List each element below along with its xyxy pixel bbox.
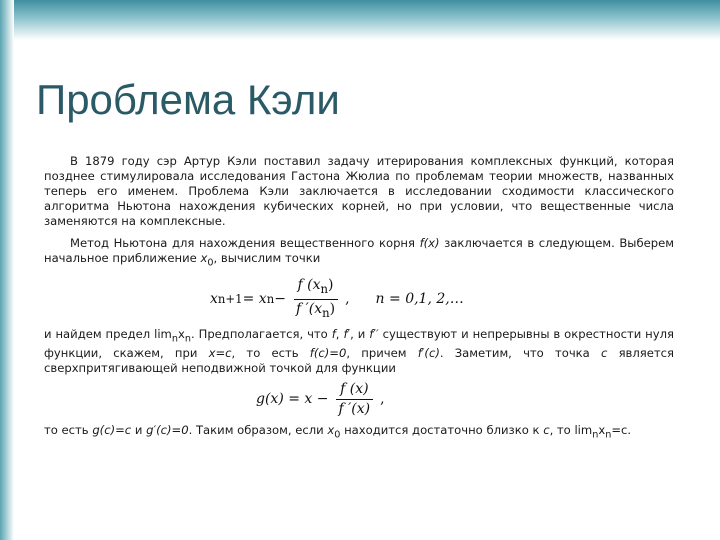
newton-iteration-formula: x n+1 = x n − $\frac{f (x_n)}{f '(x_n)}$ , n = 0,1, 2,… [210, 277, 464, 320]
paragraph-limit-conditions: и найдем предел $\lim_nx_n$. Предполагается, что f, f′, и f′′ существуют и непрерывны в окрестности нуля функции, скажем, при x=c, то есть f(c)=0, причем f′(c). Заметим, что точка c является сверхпритягивающей неподвижной точкой для функции [44, 326, 675, 376]
paragraph-conclusion: то есть g(c)=c и g′(c)=0. Таким образом, если $x_0$ находится достаточно близко к c, то $\lim_nx_n=c$. [44, 423, 632, 441]
slide-body [44, 154, 674, 443]
paragraph-cayley-intro: В 1879 году сэр Артур Кэли поставил задачу итерирования комплексных функций, которая позднее стимулировала исследования Гастона Жюлиа по проблемам теории множеств, названных теперь его именем. Проблема Кэли заключается в исследовании сходимости классического алгоритма Ньютона нахождения кубических корней, но при условии, что вещественные числа заменяются на комплексные. [44, 154, 674, 228]
slide-title: Проблема Кэли [36, 76, 340, 123]
g-fraction: $\frac{f (x)}{f '(x)}$ [335, 382, 375, 417]
g-function-formula: g(x) = x − $\frac{f (x)}{f '(x)}$ , [256, 381, 385, 418]
newton-fraction: $\frac{f (x_n)}{f '(x_n)}$ [292, 278, 339, 321]
paragraph-newton-method: Метод Ньютона для нахождения вещественного корня f(x) заключается в следующем. Выберем начальное приближение $x_0$, вычислим точки [44, 236, 674, 269]
top-decorative-bar [0, 0, 720, 40]
left-decorative-bar [0, 0, 14, 540]
